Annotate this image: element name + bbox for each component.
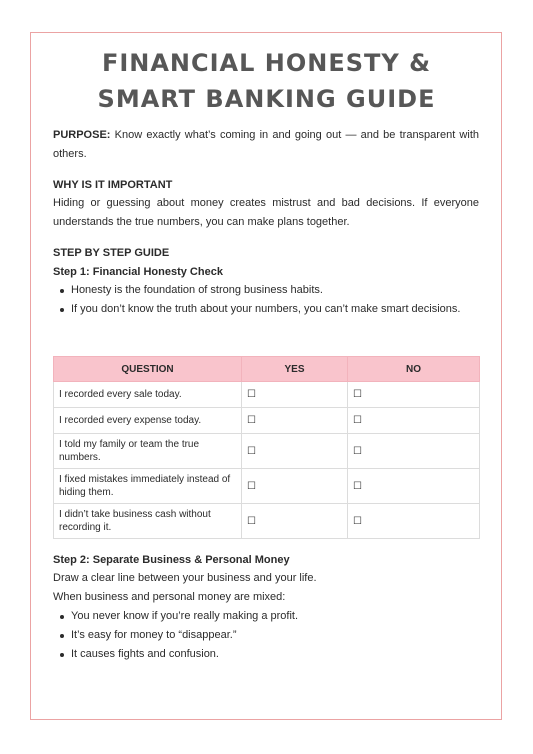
yes-checkbox[interactable]: ☐ [242, 382, 348, 408]
table-row [54, 469, 480, 504]
list-item: It causes fights and confusion. [53, 645, 479, 664]
question-cell: I recorded every expense today. [54, 408, 242, 434]
purpose-label: PURPOSE: [53, 129, 111, 141]
page-title-line-2: SMART BANKING GUIDE [97, 85, 436, 113]
question-cell: I told my family or team the true numbers. [54, 434, 242, 469]
why-heading: WHY IS IT IMPORTANT [53, 179, 173, 191]
no-checkbox[interactable]: ☐ [348, 382, 480, 408]
table-row [54, 382, 480, 408]
list-item: It’s easy for money to “disappear.” [53, 626, 479, 645]
why-paragraph: Hiding or guessing about money creates mistrust and bad decisions. If everyone understands the true numbers, you can make plans together. [53, 197, 479, 228]
list-item: If you don’t know the truth about your numbers, you can’t make smart decisions. [53, 300, 479, 319]
step2-line-1: Draw a clear line between your business and your life. [53, 572, 317, 584]
step2-bullet-list [53, 607, 479, 664]
question-cell: I recorded every sale today. [54, 382, 242, 408]
guide-heading: STEP BY STEP GUIDE [53, 247, 170, 259]
purpose-text: Know exactly what’s coming in and going out — and be transparent with others. [53, 129, 479, 160]
question-cell: I didn’t take business cash without recording it. [54, 504, 242, 539]
list-item: You never know if you’re really making a profit. [53, 607, 479, 626]
column-header-no: NO [348, 357, 480, 382]
honesty-check-table [53, 356, 480, 539]
no-checkbox[interactable]: ☐ [348, 469, 480, 504]
question-cell: I fixed mistakes immediately instead of hiding them. [54, 469, 242, 504]
table-header-row [54, 357, 480, 382]
yes-checkbox[interactable]: ☐ [242, 504, 348, 539]
table-row [54, 434, 480, 469]
step2-title: Step 2: Separate Business & Personal Money [53, 554, 290, 566]
column-header-question: QUESTION [54, 357, 242, 382]
step2-line-2: When business and personal money are mixed: [53, 591, 286, 603]
no-checkbox[interactable]: ☐ [348, 408, 480, 434]
no-checkbox[interactable]: ☐ [348, 434, 480, 469]
page-title-line-1: FINANCIAL HONESTY & [101, 49, 432, 77]
list-item: Honesty is the foundation of strong business habits. [53, 281, 479, 300]
yes-checkbox[interactable]: ☐ [242, 408, 348, 434]
yes-checkbox[interactable]: ☐ [242, 434, 348, 469]
step1-bullet-list [53, 281, 479, 319]
table-row [54, 408, 480, 434]
column-header-yes: YES [242, 357, 348, 382]
purpose-paragraph [53, 126, 479, 164]
yes-checkbox[interactable]: ☐ [242, 469, 348, 504]
step1-title: Step 1: Financial Honesty Check [53, 266, 223, 278]
no-checkbox[interactable]: ☐ [348, 504, 480, 539]
table-row [54, 504, 480, 539]
